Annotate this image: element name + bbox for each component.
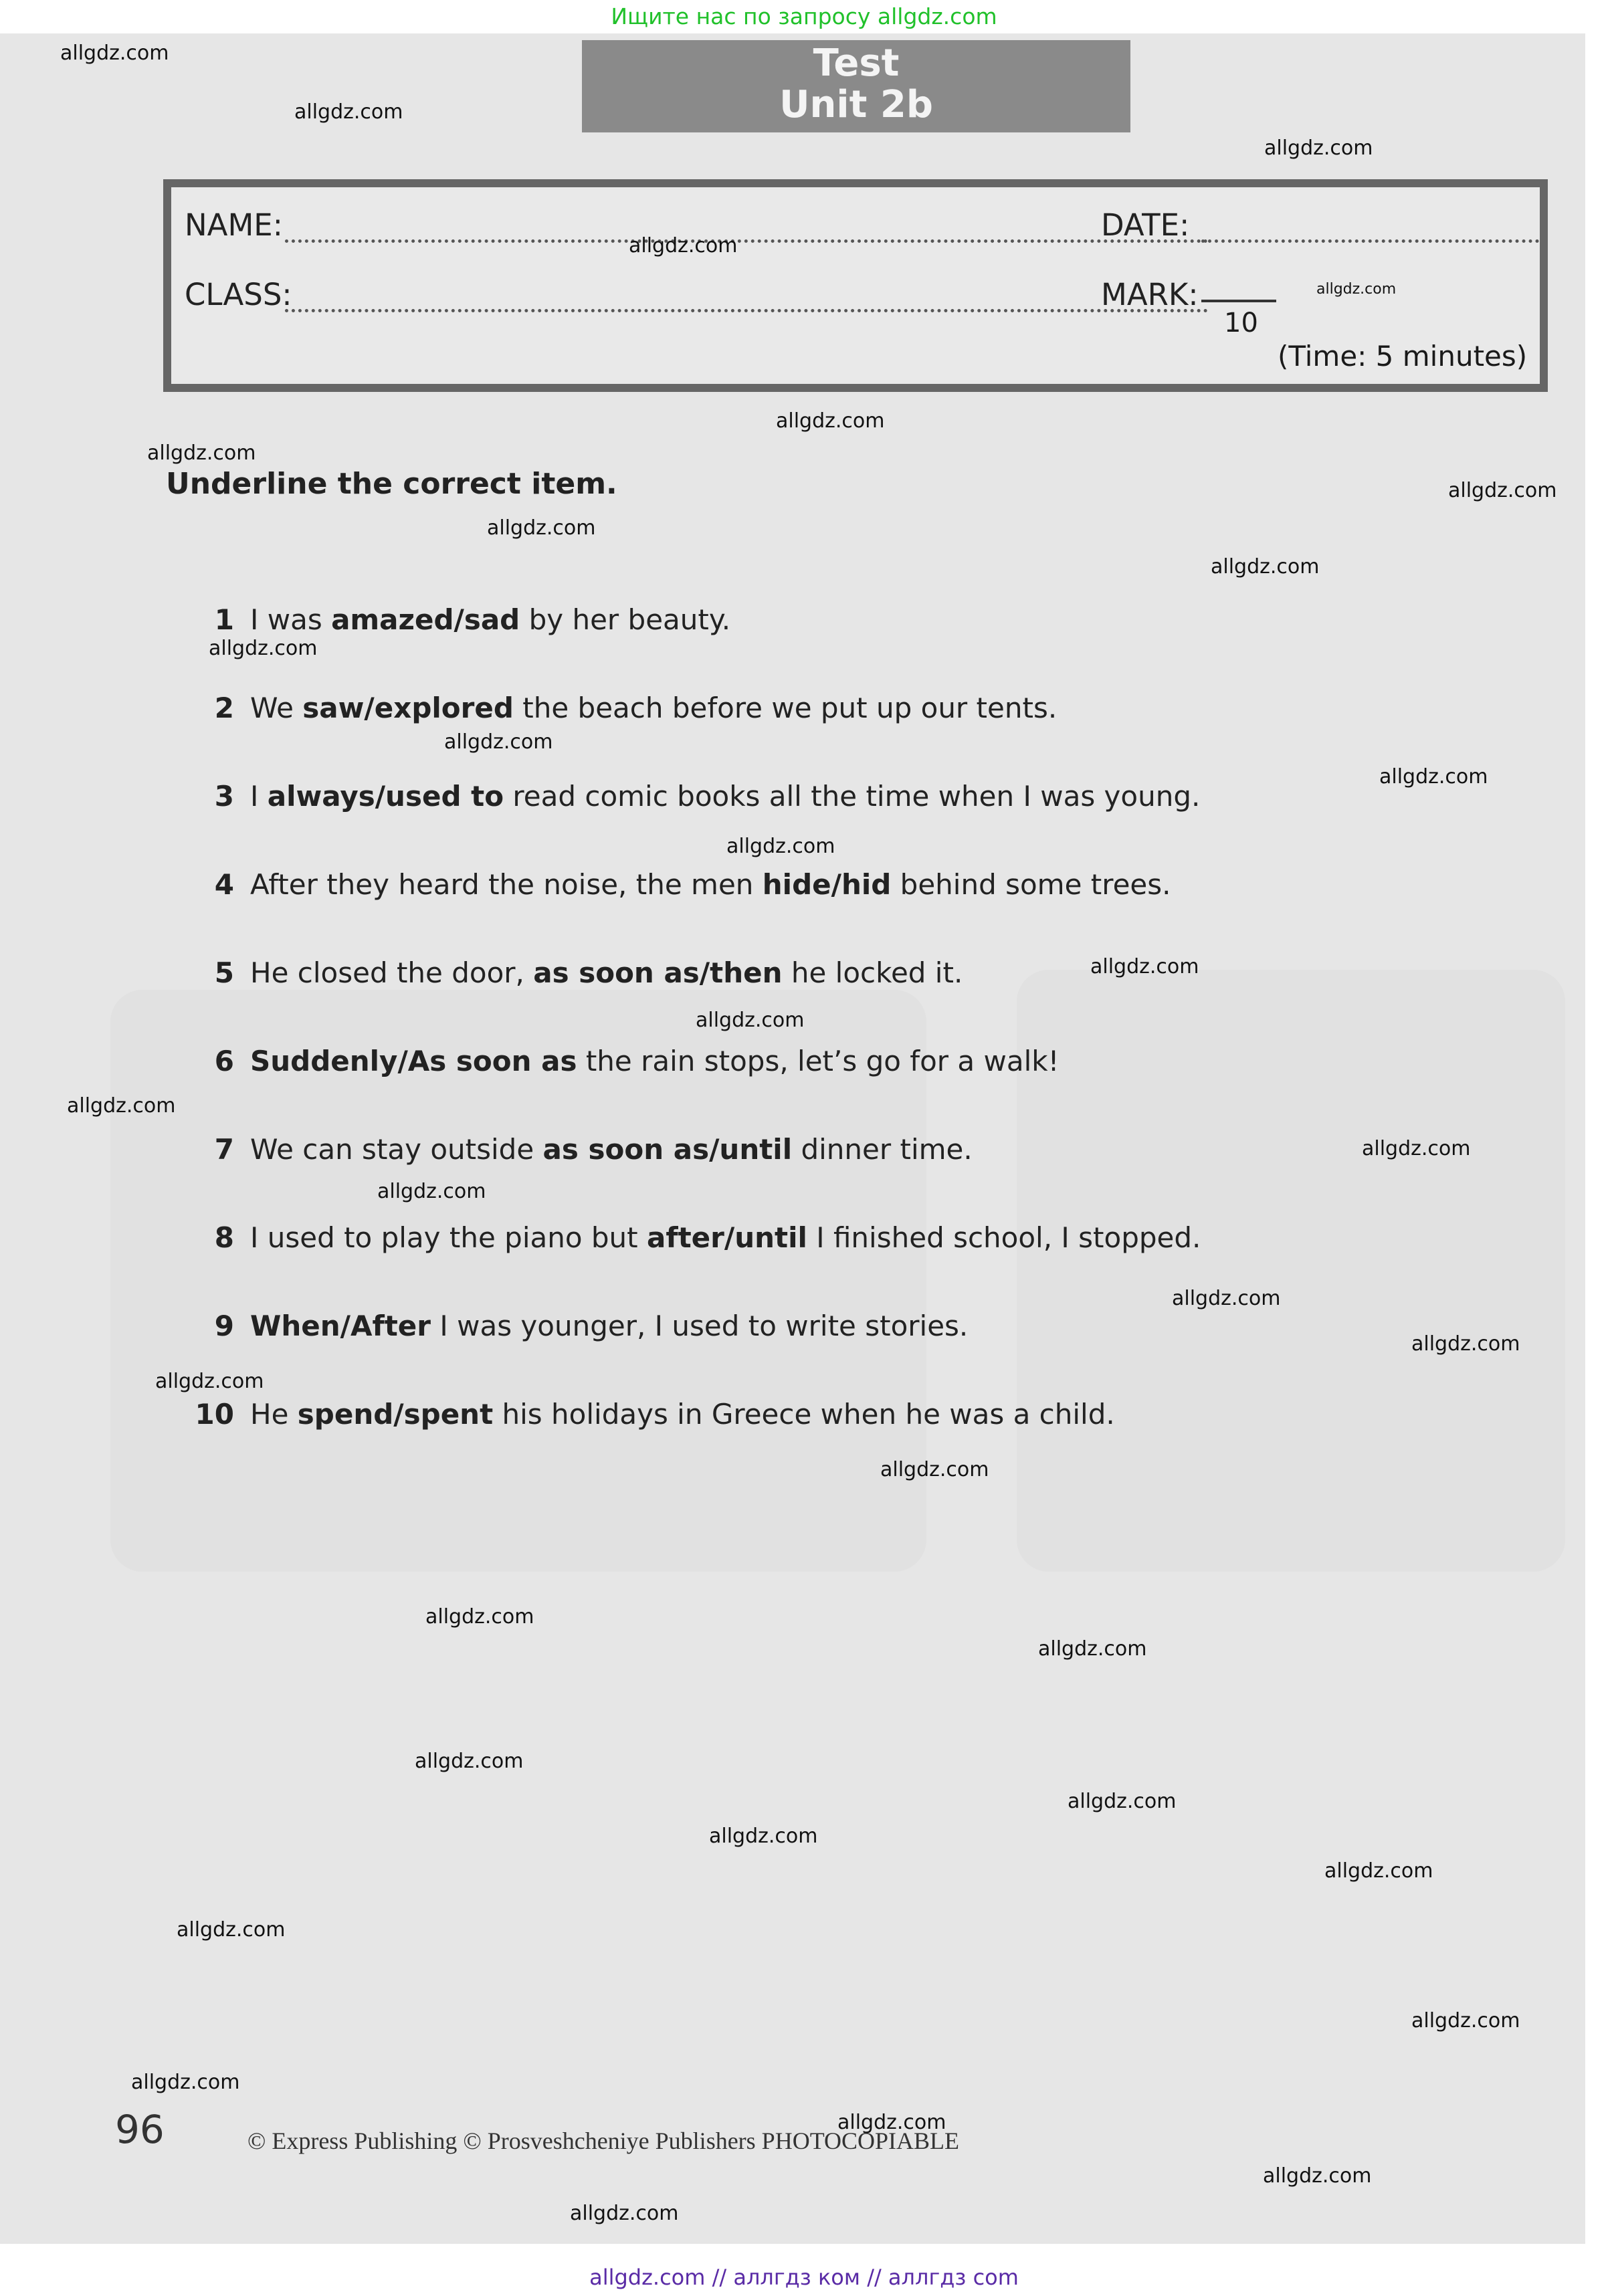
watermark: allgdz.com: [726, 835, 835, 858]
item-number: 7: [214, 1133, 234, 1166]
exercise-item: [182, 868, 1171, 901]
exercise-item: [182, 1398, 1115, 1431]
watermark: allgdz.com: [209, 637, 318, 660]
item-number: 5: [214, 956, 234, 989]
watermark: allgdz.com: [415, 1750, 524, 1773]
item-number: 6: [214, 1045, 234, 1077]
mark-label: MARK:: [1101, 277, 1199, 312]
header-line-unit: Unit 2b: [779, 83, 933, 126]
item-options[interactable]: after/until: [646, 1221, 807, 1254]
watermark: allgdz.com: [837, 2111, 946, 2134]
item-text-after: his holidays in Greece when he was a child.: [493, 1398, 1115, 1431]
watermark: allgdz.com: [1411, 1332, 1520, 1356]
watermark: allgdz.com: [60, 41, 169, 65]
worksheet-page: [0, 33, 1585, 2244]
item-text-before: We: [250, 692, 303, 724]
bottom-banner[interactable]: allgdz.com // аллгдз ком // аллгдз com: [589, 2265, 1019, 2290]
item-text-before: I: [250, 780, 268, 813]
date-label: DATE:: [1101, 207, 1190, 243]
watermark: allgdz.com: [1263, 2164, 1372, 2188]
item-options[interactable]: always/used to: [267, 780, 504, 813]
test-header: [582, 40, 1130, 132]
top-banner[interactable]: Ищите нас по запросу allgdz.com: [611, 3, 997, 29]
watermark: allgdz.com: [1324, 1859, 1433, 1883]
exercise-item: [182, 1045, 1059, 1077]
watermark: allgdz.com: [177, 1918, 286, 1942]
item-text-after: he locked it.: [782, 956, 963, 989]
exercise-item: [182, 1221, 1201, 1254]
watermark: allgdz.com: [629, 234, 738, 257]
exercise-item: [182, 692, 1057, 724]
page-number: 96: [115, 2107, 165, 2152]
header-line-test: Test: [813, 41, 900, 85]
item-options[interactable]: as soon as/until: [542, 1133, 793, 1166]
date-field[interactable]: [1201, 239, 1539, 243]
item-number: 1: [214, 603, 234, 636]
item-text-after: read comic books all the time when I was young.: [504, 780, 1201, 813]
item-options[interactable]: spend/spent: [297, 1398, 494, 1431]
item-number: 2: [214, 692, 234, 724]
watermark: allgdz.com: [1362, 1137, 1471, 1160]
item-text-after: dinner time.: [792, 1133, 973, 1166]
watermark: allgdz.com: [1379, 765, 1488, 789]
watermark: allgdz.com: [1316, 281, 1397, 298]
name-field[interactable]: [285, 239, 1208, 243]
class-label: CLASS:: [185, 277, 292, 312]
watermark: allgdz.com: [1090, 955, 1199, 978]
item-text-before: After they heard the noise, the men: [250, 868, 763, 901]
watermark: allgdz.com: [425, 1605, 534, 1629]
watermark: allgdz.com: [776, 409, 885, 433]
item-text-after: the beach before we put up our tents.: [513, 692, 1058, 724]
task-instruction: Underline the correct item.: [166, 467, 617, 501]
item-text-before: We can stay outside: [250, 1133, 543, 1166]
watermark: allgdz.com: [1172, 1287, 1281, 1310]
watermark: allgdz.com: [1211, 555, 1320, 579]
watermark: allgdz.com: [709, 1824, 818, 1848]
copyright-line: © Express Publishing © Prosveshcheniye Publishers PHOTOCOPIABLE: [247, 2127, 960, 2154]
watermark: allgdz.com: [1068, 1790, 1177, 1813]
bleed-through-panel-right: [1017, 970, 1565, 1572]
item-number: 4: [214, 868, 234, 901]
mark-field[interactable]: [1201, 300, 1276, 302]
item-text-after: behind some trees.: [891, 868, 1171, 901]
name-label: NAME:: [185, 207, 283, 243]
watermark: allgdz.com: [696, 1009, 805, 1032]
item-number: 3: [214, 780, 234, 813]
item-options[interactable]: Suddenly/As soon as: [250, 1045, 577, 1077]
item-number: 10: [195, 1398, 234, 1431]
item-text-after: the rain stops, let’s go for a walk!: [577, 1045, 1060, 1077]
watermark: allgdz.com: [155, 1370, 264, 1393]
time-limit: (Time: 5 minutes): [1278, 340, 1528, 373]
watermark: allgdz.com: [444, 730, 553, 754]
watermark: allgdz.com: [487, 516, 596, 540]
item-text-after: I was younger, I used to write stories.: [431, 1310, 969, 1342]
watermark: allgdz.com: [1448, 479, 1557, 502]
item-options[interactable]: When/After: [250, 1310, 431, 1342]
watermark: allgdz.com: [147, 441, 256, 465]
watermark: allgdz.com: [570, 2202, 679, 2225]
watermark: allgdz.com: [294, 100, 403, 124]
item-options[interactable]: saw/explored: [302, 692, 514, 724]
item-options[interactable]: hide/hid: [762, 868, 892, 901]
item-text-after: I finished school, I stopped.: [807, 1221, 1201, 1254]
item-text-before: He closed the door,: [250, 956, 534, 989]
mark-denominator: 10: [1224, 308, 1258, 338]
item-text-after: by her beauty.: [520, 603, 731, 636]
exercise-item: [182, 603, 730, 636]
class-field[interactable]: [285, 309, 1208, 312]
item-text-before: I was: [250, 603, 332, 636]
watermark: allgdz.com: [1038, 1637, 1147, 1661]
item-number: 9: [214, 1310, 234, 1342]
exercise-item: [182, 1133, 973, 1166]
watermark: allgdz.com: [1411, 2009, 1520, 2032]
item-options[interactable]: amazed/sad: [331, 603, 520, 636]
item-number: 8: [214, 1221, 234, 1254]
watermark: allgdz.com: [1264, 136, 1373, 160]
watermark: allgdz.com: [880, 1458, 989, 1481]
item-text-before: I used to play the piano but: [250, 1221, 647, 1254]
watermark: allgdz.com: [377, 1180, 486, 1203]
exercise-item: [182, 780, 1200, 813]
watermark: allgdz.com: [67, 1094, 176, 1118]
watermark: allgdz.com: [131, 2071, 240, 2094]
item-options[interactable]: as soon as/then: [533, 956, 783, 989]
exercise-item: [182, 1310, 968, 1342]
exercise-item: [182, 956, 963, 989]
item-text-before: He: [250, 1398, 298, 1431]
